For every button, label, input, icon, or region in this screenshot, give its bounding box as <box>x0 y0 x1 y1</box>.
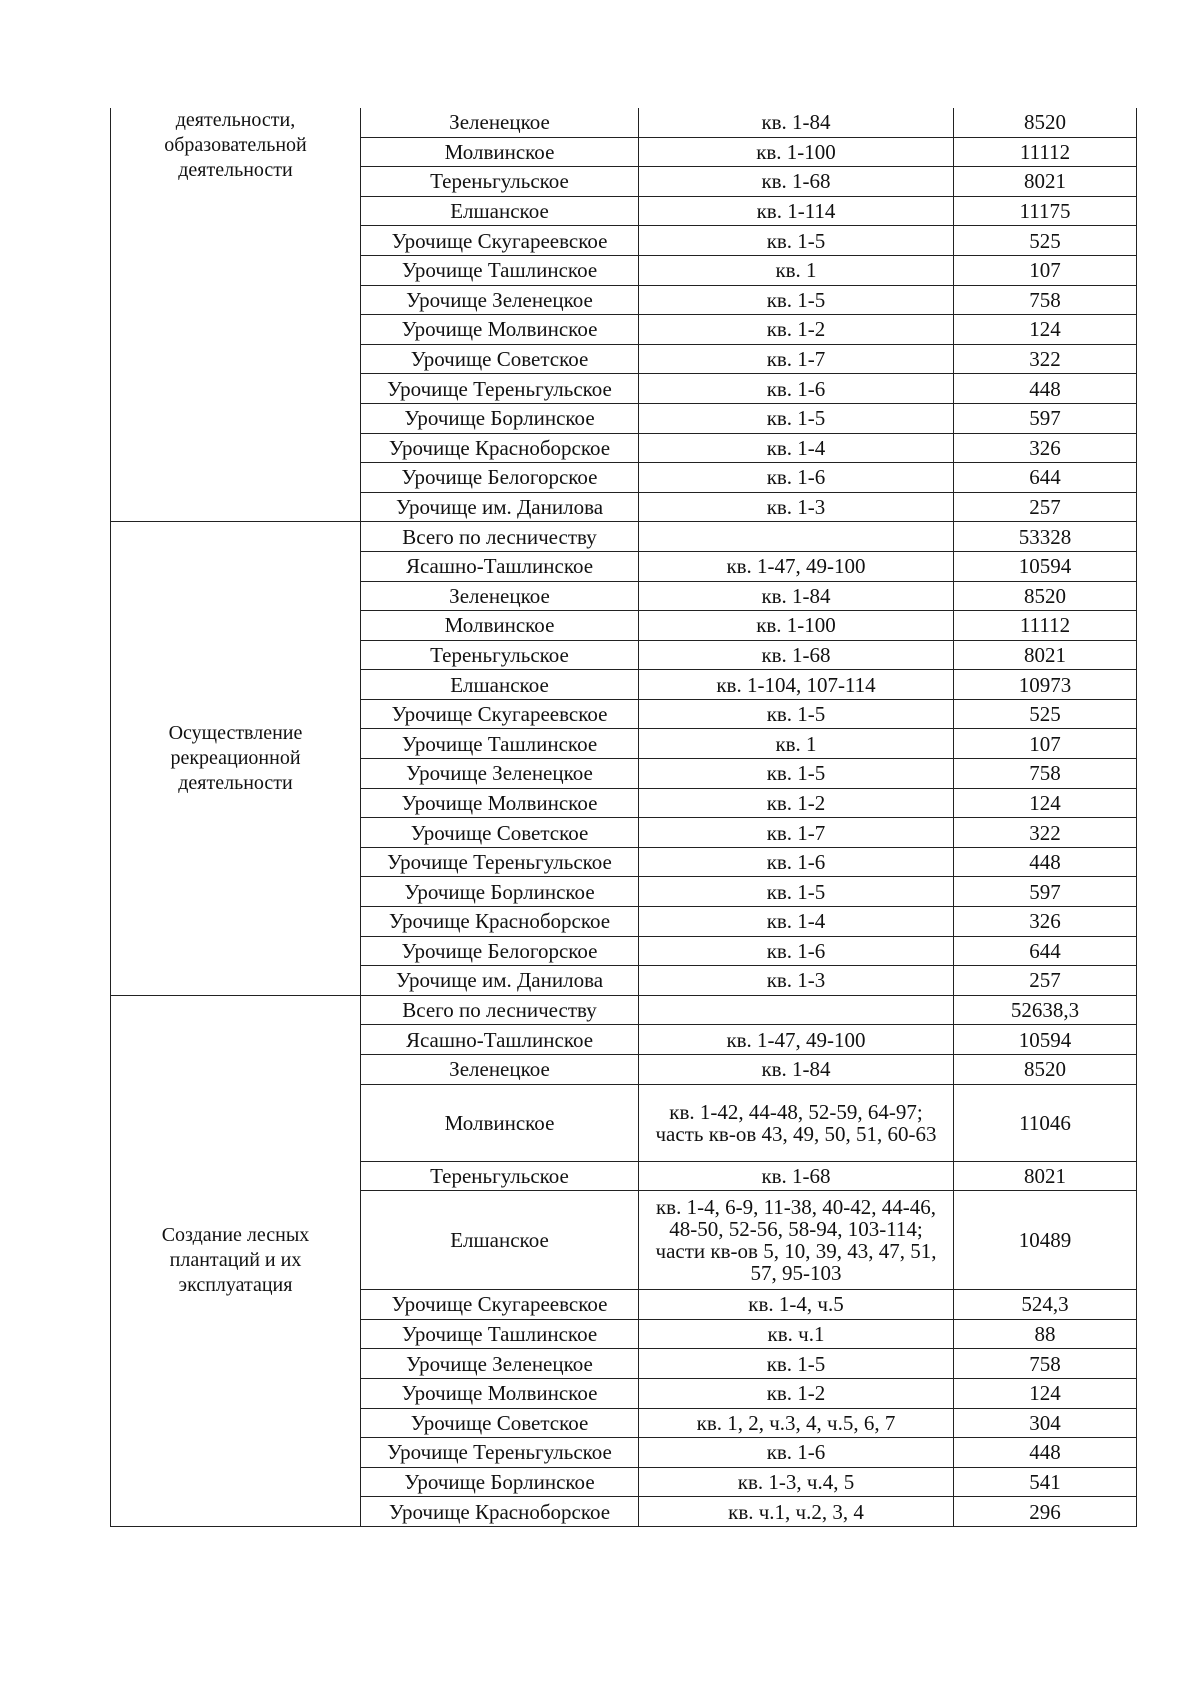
quarters-cell: кв. 1-68 <box>639 167 954 197</box>
area-cell: 322 <box>954 818 1137 848</box>
area-cell: 107 <box>954 729 1137 759</box>
quarters-cell: кв. 1-6 <box>639 936 954 966</box>
area-cell: 758 <box>954 1349 1137 1379</box>
quarters-cell: кв. 1-84 <box>639 1055 954 1085</box>
area-cell: 124 <box>954 788 1137 818</box>
name-cell: Урочище Ташлинское <box>361 255 639 285</box>
quarters-cell: кв. 1-5 <box>639 877 954 907</box>
name-cell: Всего по лесничеству <box>361 522 639 552</box>
area-cell: 525 <box>954 699 1137 729</box>
forestry-table <box>110 108 1137 1527</box>
name-cell: Молвинское <box>361 137 639 167</box>
name-cell: Урочище Борлинское <box>361 403 639 433</box>
name-cell: Урочище им. Данилова <box>361 492 639 522</box>
quarters-cell: кв. 1-4, ч.5 <box>639 1290 954 1320</box>
quarters-cell: кв. 1-68 <box>639 640 954 670</box>
name-cell: Урочище Зеленецкое <box>361 1349 639 1379</box>
quarters-cell: кв. 1-6 <box>639 463 954 493</box>
name-cell: Елшанское <box>361 670 639 700</box>
area-cell: 448 <box>954 374 1137 404</box>
quarters-cell: кв. ч.1, ч.2, 3, 4 <box>639 1497 954 1527</box>
quarters-cell: кв. 1-7 <box>639 344 954 374</box>
quarters-cell: кв. 1-5 <box>639 403 954 433</box>
name-cell: Урочище Борлинское <box>361 877 639 907</box>
area-cell: 8520 <box>954 1055 1137 1085</box>
area-cell: 8520 <box>954 581 1137 611</box>
name-cell: Урочище им. Данилова <box>361 966 639 996</box>
quarters-cell: кв. 1-5 <box>639 759 954 789</box>
quarters-cell: кв. 1-3 <box>639 492 954 522</box>
quarters-cell: кв. 1-6 <box>639 374 954 404</box>
name-cell: Урочище Тереньгульское <box>361 374 639 404</box>
area-cell: 322 <box>954 344 1137 374</box>
name-cell: Урочище Зеленецкое <box>361 285 639 315</box>
quarters-cell: кв. 1-84 <box>639 108 954 137</box>
name-cell: Урочище Красноборское <box>361 907 639 937</box>
area-cell: 10594 <box>954 551 1137 581</box>
purpose-cell: Осуществление рекреационной деятельности <box>111 522 361 996</box>
quarters-cell: кв. 1-84 <box>639 581 954 611</box>
name-cell: Елшанское <box>361 1191 639 1290</box>
name-cell: Молвинское <box>361 1084 639 1161</box>
area-cell: 8520 <box>954 108 1137 137</box>
quarters-cell: кв. 1-42, 44-48, 52-59, 64-97; часть кв-ов 43, 49, 50, 51, 60-63 <box>639 1084 954 1161</box>
quarters-cell: кв. 1 <box>639 729 954 759</box>
name-cell: Урочище Молвинское <box>361 788 639 818</box>
area-cell: 52638,3 <box>954 995 1137 1025</box>
quarters-cell: кв. 1-4 <box>639 907 954 937</box>
area-cell: 524,3 <box>954 1290 1137 1320</box>
name-cell: Урочище Ташлинское <box>361 1319 639 1349</box>
purpose-cell: деятельности, образовательной деятельности <box>111 108 361 522</box>
name-cell: Урочище Советское <box>361 344 639 374</box>
quarters-cell <box>639 522 954 552</box>
purpose-cell: Создание лесных плантаций и их эксплуатация <box>111 995 361 1526</box>
name-cell: Урочище Скугареевское <box>361 1290 639 1320</box>
area-cell: 107 <box>954 255 1137 285</box>
quarters-cell: кв. 1-100 <box>639 137 954 167</box>
name-cell: Урочище Белогорское <box>361 463 639 493</box>
area-cell: 257 <box>954 492 1137 522</box>
area-cell: 88 <box>954 1319 1137 1349</box>
area-cell: 296 <box>954 1497 1137 1527</box>
quarters-cell: кв. 1-47, 49-100 <box>639 1025 954 1055</box>
quarters-cell: кв. 1-2 <box>639 788 954 818</box>
name-cell: Урочище Скугареевское <box>361 699 639 729</box>
area-cell: 644 <box>954 936 1137 966</box>
area-cell: 11112 <box>954 611 1137 641</box>
name-cell: Урочище Молвинское <box>361 1378 639 1408</box>
name-cell: Урочище Скугареевское <box>361 226 639 256</box>
name-cell: Зеленецкое <box>361 108 639 137</box>
area-cell: 326 <box>954 433 1137 463</box>
table-row <box>111 522 1137 552</box>
quarters-cell: кв. 1-5 <box>639 226 954 256</box>
area-cell: 448 <box>954 847 1137 877</box>
area-cell: 304 <box>954 1408 1137 1438</box>
area-cell: 10489 <box>954 1191 1137 1290</box>
quarters-cell: кв. 1-4 <box>639 433 954 463</box>
quarters-cell: кв. 1-6 <box>639 847 954 877</box>
area-cell: 53328 <box>954 522 1137 552</box>
area-cell: 8021 <box>954 1161 1137 1191</box>
quarters-cell: кв. 1-4, 6-9, 11-38, 40-42, 44-46, 48-50, 52-56, 58-94, 103-114; части кв-ов 5, 10, 39, 43, 47, 51, 57, 95-103 <box>639 1191 954 1290</box>
name-cell: Урочище Борлинское <box>361 1467 639 1497</box>
name-cell: Урочище Красноборское <box>361 433 639 463</box>
name-cell: Урочище Красноборское <box>361 1497 639 1527</box>
quarters-cell: кв. 1-6 <box>639 1438 954 1468</box>
name-cell: Зеленецкое <box>361 581 639 611</box>
quarters-cell: кв. 1-104, 107-114 <box>639 670 954 700</box>
quarters-cell: кв. 1-114 <box>639 196 954 226</box>
area-cell: 326 <box>954 907 1137 937</box>
quarters-cell: кв. 1-5 <box>639 1349 954 1379</box>
name-cell: Урочище Белогорское <box>361 936 639 966</box>
name-cell: Урочище Ташлинское <box>361 729 639 759</box>
table-row <box>111 995 1137 1025</box>
name-cell: Урочище Советское <box>361 818 639 848</box>
quarters-cell: кв. 1-2 <box>639 1378 954 1408</box>
quarters-cell: кв. 1-2 <box>639 315 954 345</box>
area-cell: 644 <box>954 463 1137 493</box>
quarters-cell: кв. 1-7 <box>639 818 954 848</box>
area-cell: 10973 <box>954 670 1137 700</box>
area-cell: 8021 <box>954 167 1137 197</box>
area-cell: 525 <box>954 226 1137 256</box>
name-cell: Елшанское <box>361 196 639 226</box>
area-cell: 448 <box>954 1438 1137 1468</box>
quarters-cell: кв. 1-3 <box>639 966 954 996</box>
area-cell: 10594 <box>954 1025 1137 1055</box>
name-cell: Урочище Тереньгульское <box>361 847 639 877</box>
area-cell: 597 <box>954 403 1137 433</box>
area-cell: 11175 <box>954 196 1137 226</box>
name-cell: Зеленецкое <box>361 1055 639 1085</box>
quarters-cell: кв. 1, 2, ч.3, 4, ч.5, 6, 7 <box>639 1408 954 1438</box>
table-row <box>111 108 1137 137</box>
name-cell: Всего по лесничеству <box>361 995 639 1025</box>
area-cell: 758 <box>954 285 1137 315</box>
area-cell: 124 <box>954 315 1137 345</box>
quarters-cell: кв. 1 <box>639 255 954 285</box>
area-cell: 257 <box>954 966 1137 996</box>
quarters-cell: кв. 1-5 <box>639 285 954 315</box>
name-cell: Тереньгульское <box>361 640 639 670</box>
name-cell: Урочище Советское <box>361 1408 639 1438</box>
name-cell: Урочище Зеленецкое <box>361 759 639 789</box>
name-cell: Тереньгульское <box>361 167 639 197</box>
name-cell: Тереньгульское <box>361 1161 639 1191</box>
name-cell: Молвинское <box>361 611 639 641</box>
area-cell: 11112 <box>954 137 1137 167</box>
area-cell: 8021 <box>954 640 1137 670</box>
quarters-cell: кв. 1-100 <box>639 611 954 641</box>
table-body <box>111 108 1137 1526</box>
name-cell: Ясашно-Ташлинское <box>361 551 639 581</box>
quarters-cell: кв. 1-68 <box>639 1161 954 1191</box>
area-cell: 11046 <box>954 1084 1137 1161</box>
name-cell: Урочище Тереньгульское <box>361 1438 639 1468</box>
area-cell: 541 <box>954 1467 1137 1497</box>
area-cell: 758 <box>954 759 1137 789</box>
quarters-cell <box>639 995 954 1025</box>
name-cell: Урочище Молвинское <box>361 315 639 345</box>
quarters-cell: кв. 1-3, ч.4, 5 <box>639 1467 954 1497</box>
area-cell: 597 <box>954 877 1137 907</box>
quarters-cell: кв. 1-47, 49-100 <box>639 551 954 581</box>
area-cell: 124 <box>954 1378 1137 1408</box>
quarters-cell: кв. ч.1 <box>639 1319 954 1349</box>
quarters-cell: кв. 1-5 <box>639 699 954 729</box>
name-cell: Ясашно-Ташлинское <box>361 1025 639 1055</box>
